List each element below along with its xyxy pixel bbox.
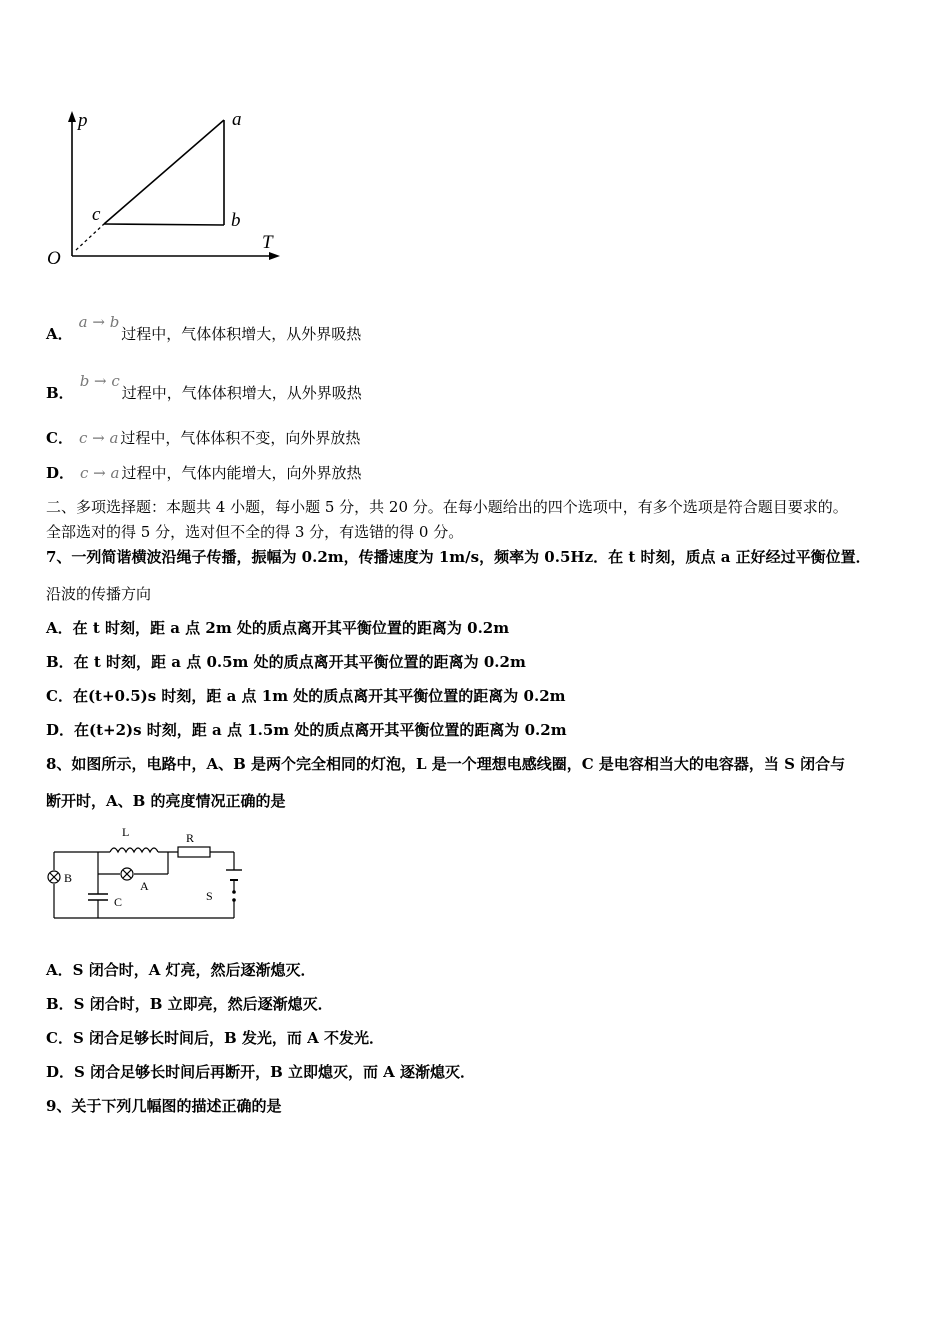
lamp-b: [48, 871, 60, 883]
resistor: [178, 847, 210, 857]
line-ca: [104, 120, 224, 224]
label-b: B: [64, 871, 73, 885]
option-text: 过程中，气体体积增大，从外界吸热: [121, 325, 362, 343]
circuit-diagram: [44, 824, 254, 924]
inductor-coil: [110, 848, 158, 852]
q6-option-a: [46, 313, 362, 344]
point-a-label: a: [232, 109, 242, 130]
label-l: L: [122, 825, 130, 839]
option-label: B．: [46, 384, 74, 402]
capacitor: [88, 894, 108, 900]
q8-stem-1: 8、如图所示，电路中，A、B 是两个完全相同的灯泡，L 是一个理想电感线圈，C 是电容相当大的电容器，当 S 闭合与: [46, 755, 846, 773]
label-r: R: [186, 831, 195, 845]
point-b-label: b: [231, 210, 241, 231]
q7-option-a: A．在 t 时刻，距 a 点 2m 处的质点离开其平衡位置的距离为 0.2m: [46, 619, 510, 637]
q7-stem-1: 7、一列简谐横波沿绳子传播，振幅为 0.2m，传播速度为 1m/s，频率为 0.5Hz．在 t 时刻，质点 a 正好经过平衡位置．: [46, 548, 871, 566]
y-axis-arrow: [68, 111, 76, 122]
line-bc: [104, 224, 224, 225]
switch-s: [232, 890, 236, 902]
q6-option-c: [46, 428, 360, 448]
q7-option-b: B．在 t 时刻，距 a 点 0.5m 处的质点离开其平衡位置的距离为 0.2m: [46, 653, 526, 671]
q6-option-b: [46, 372, 362, 403]
formula: a → b: [78, 313, 120, 331]
label-s: S: [206, 889, 213, 903]
q8-option-a: A．S 闭合时，A 灯亮，然后逐渐熄灭．: [46, 961, 316, 979]
section2-line2: 全部选对的得 5 分，选对但不全的得 3 分，有选错的得 0 分。: [46, 523, 464, 541]
battery: [226, 870, 242, 880]
point-c-label: c: [92, 204, 101, 225]
x-axis-label: T: [262, 232, 273, 253]
extension-dashed: [76, 224, 104, 250]
option-label: C．: [46, 429, 73, 447]
section2-line1: 二、多项选择题：本题共 4 小题，每小题 5 分，共 20 分。在每小题给出的四个选项中，有多个选项是符合题目要求的。: [46, 498, 848, 516]
option-label: A．: [46, 325, 73, 343]
q8-option-b: B．S 闭合时，B 立即亮，然后逐渐熄灭．: [46, 995, 333, 1013]
q8-stem-2: 断开时，A、B 的亮度情况正确的是: [46, 792, 286, 810]
label-a: A: [140, 879, 149, 893]
q7-option-c: C．在(t+0.5)s 时刻，距 a 点 1m 处的质点离开其平衡位置的距离为 0.2m: [46, 687, 566, 705]
lamp-a: [121, 868, 133, 880]
pt-graph: [44, 108, 288, 270]
option-text: 过程中，气体内能增大，向外界放热: [121, 464, 362, 482]
q7-option-d: D．在(t+2)s 时刻，距 a 点 1.5m 处的质点离开其平衡位置的距离为 0.2m: [46, 721, 567, 739]
formula: b → c: [79, 372, 120, 390]
formula: c → a: [80, 464, 120, 482]
option-text: 过程中，气体体积增大，从外界吸热: [121, 384, 362, 402]
q6-option-d: [46, 463, 361, 483]
x-axis-arrow: [269, 252, 280, 260]
label-c: C: [114, 895, 123, 909]
option-label: D．: [46, 464, 75, 482]
q9-stem: 9、关于下列几幅图的描述正确的是: [46, 1097, 282, 1115]
origin-label: O: [47, 248, 61, 269]
formula: c → a: [78, 429, 119, 447]
option-text: 过程中，气体体积不变，向外界放热: [120, 429, 361, 447]
q7-stem-2: 沿波的传播方向: [46, 585, 152, 603]
q8-option-d: D．S 闭合足够长时间后再断开，B 立即熄灭，而 A 逐渐熄灭．: [46, 1063, 476, 1081]
q8-option-c: C．S 闭合足够长时间后，B 发光，而 A 不发光．: [46, 1029, 384, 1047]
y-axis-label: p: [78, 110, 88, 131]
